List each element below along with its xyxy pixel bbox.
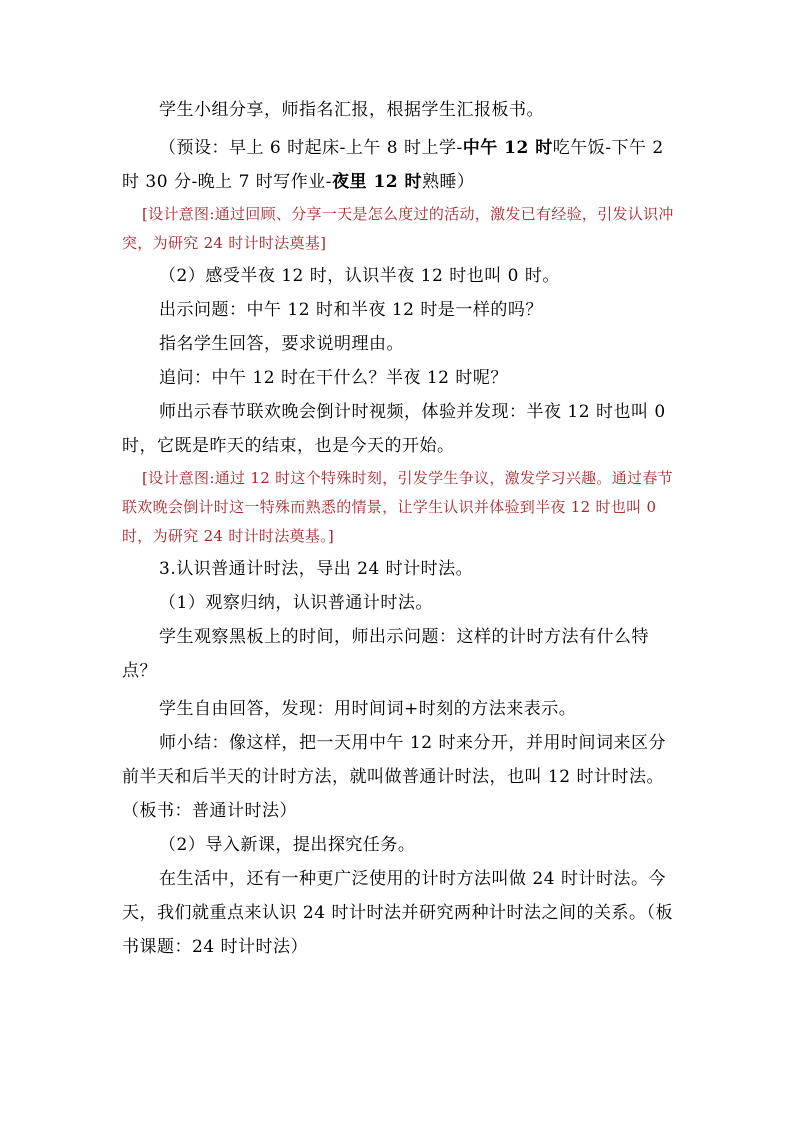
paragraph-group-share: 学生小组分享，师指名汇报，根据学生汇报板书。: [159, 100, 544, 120]
preset-bold-midnight: 夜里 12 时: [332, 172, 423, 192]
paragraph-video: 师出示春节联欢晚会倒计时视频，体验并发现：半夜 12 时也叫 0 时，它既是昨天的结束，也是今天的开始。: [122, 402, 666, 456]
paragraph-follow-up: 追问：中午 12 时在干什么？半夜 12 时呢？: [159, 368, 508, 388]
preset-text-post: 熟睡）: [422, 172, 475, 192]
paragraph-preset: [122, 131, 682, 199]
preset-text-mid: 吃午饭-下午 2 时 30 分-晚上 7 时写作业-: [122, 138, 664, 192]
paragraph-free-answer: 学生自由回答，发现：用时间词+时刻的方法来表示。: [159, 699, 577, 719]
design-intent-note-1: [设计意图:通过回顾、分享一天是怎么度过的活动，激发已有经验，引发认识冲突，为研究 24 时计时法奠基]: [122, 205, 674, 252]
paragraph-summary: 师小结：像这样，把一天用中午 12 时来分开，并用时间词来区分前半天和后半天的计时方法，就叫做普通计时法，也叫 12 时计时法。（板书：普通计时法）: [122, 733, 666, 821]
preset-bold-noon: 中午 12 时: [462, 138, 553, 158]
paragraph-new-lesson: 在生活中，还有一种更广泛使用的计时方法叫做 24 时计时法。今天，我们就重点来认识 24 时计时法并研究两种计时法之间的关系。（板书课题：24 时计时法）: [122, 869, 673, 957]
preset-text-pre: （预设：早上 6 时起床-上午 8 时上学-: [159, 138, 463, 158]
design-intent-note-2: [设计意图:通过 12 时这个特殊时刻，引发学生争议，激发学习兴趣。通过春节联欢晚会倒计时这一特殊而熟悉的情景，让学生认识并体验到半夜 12 时也叫 0 时，为研究 24 时计时法奠基。]: [122, 469, 673, 545]
paragraph-section-3-heading: 3.认识普通计时法，导出 24 时计时法。: [159, 559, 474, 579]
paragraph-question: 出示问题：中午 12 时和半夜 12 时是一样的吗？: [159, 300, 543, 320]
paragraph-section-2-heading: （2）感受半夜 12 时，认识半夜 12 时也叫 0 时。: [159, 266, 560, 286]
paragraph-answer: 指名学生回答，要求说明理由。: [159, 334, 404, 354]
paragraph-observe: 学生观察黑板上的时间，师出示问题：这样的计时方法有什么特点？: [122, 627, 649, 681]
document-body: [122, 93, 682, 964]
paragraph-subsection-1: （1）观察归纳，认识普通计时法。: [159, 593, 433, 613]
paragraph-subsection-2: （2）导入新课，提出探究任务。: [159, 835, 416, 855]
